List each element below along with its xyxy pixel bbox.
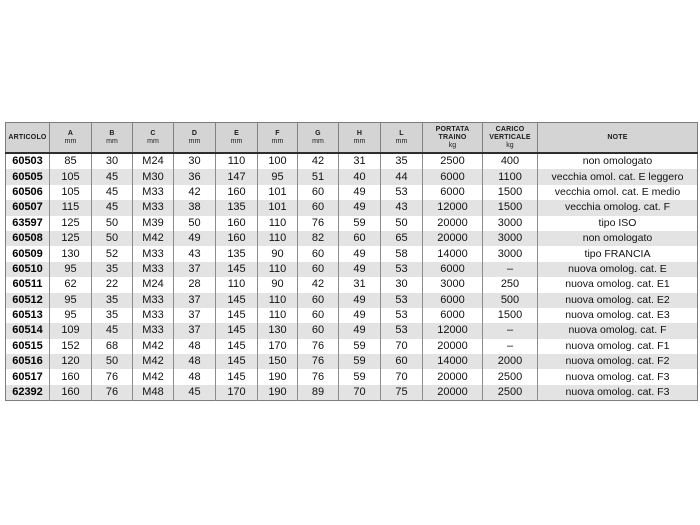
value-cell: 6000 <box>423 185 483 200</box>
value-cell: M33 <box>133 246 174 261</box>
value-cell: 130 <box>50 246 92 261</box>
value-cell: 45 <box>174 385 216 401</box>
article-cell: 63597 <box>12 216 43 229</box>
value-cell: 190 <box>258 369 298 384</box>
value-cell: M48 <box>133 385 174 401</box>
value-cell: M24 <box>133 277 174 292</box>
value-cell: 31 <box>339 153 381 169</box>
value-cell: 14000 <box>423 354 483 369</box>
value-cell: 160 <box>216 216 258 231</box>
table-row <box>6 354 698 369</box>
value-cell: M33 <box>133 323 174 338</box>
value-cell: 20000 <box>423 216 483 231</box>
value-cell: 75 <box>381 385 423 401</box>
value-cell: 42 <box>174 185 216 200</box>
column-header-label: H <box>356 129 363 137</box>
value-cell: 145 <box>216 323 258 338</box>
value-cell: 1100 <box>483 169 538 184</box>
value-cell: 60 <box>298 185 339 200</box>
header-row <box>6 123 698 154</box>
value-cell: M33 <box>133 185 174 200</box>
value-cell: M33 <box>133 308 174 323</box>
value-cell: 115 <box>50 200 92 215</box>
value-cell: M30 <box>133 169 174 184</box>
value-cell: 70 <box>339 385 381 401</box>
value-cell: 89 <box>298 385 339 401</box>
column-header-e <box>216 123 258 154</box>
value-cell: 500 <box>483 293 538 308</box>
value-cell: 49 <box>339 262 381 277</box>
value-cell: 50 <box>174 216 216 231</box>
column-header-unit: kg <box>506 141 514 149</box>
value-cell: 53 <box>381 308 423 323</box>
value-cell: – <box>483 262 538 277</box>
value-cell: 1500 <box>483 200 538 215</box>
table-row <box>6 231 698 246</box>
value-cell: 20000 <box>423 339 483 354</box>
value-cell: 49 <box>339 293 381 308</box>
column-header-label: A <box>67 129 74 137</box>
value-cell: 2500 <box>483 369 538 384</box>
value-cell: 58 <box>381 246 423 261</box>
value-cell: 48 <box>174 354 216 369</box>
value-cell: 37 <box>174 293 216 308</box>
value-cell: 43 <box>174 246 216 261</box>
value-cell: 147 <box>216 169 258 184</box>
article-cell: 60513 <box>12 309 43 322</box>
value-cell: 31 <box>339 277 381 292</box>
note-cell: nuova omolog. cat. E3 <box>538 308 698 323</box>
value-cell: 40 <box>339 169 381 184</box>
column-header-unit: mm <box>106 137 118 145</box>
value-cell: 51 <box>298 169 339 184</box>
column-header-unit: mm <box>395 137 408 145</box>
value-cell: 3000 <box>483 246 538 261</box>
table-row <box>6 169 698 184</box>
note-cell: non omologato <box>538 231 698 246</box>
column-header-a <box>50 123 92 154</box>
column-header-portata-traino <box>423 123 483 154</box>
value-cell: 105 <box>50 185 92 200</box>
value-cell: M33 <box>133 200 174 215</box>
value-cell: 160 <box>50 385 92 401</box>
value-cell: 62 <box>50 277 92 292</box>
column-header-unit: mm <box>147 137 159 145</box>
table-row <box>6 246 698 261</box>
value-cell: 110 <box>258 308 298 323</box>
value-cell: 95 <box>50 308 92 323</box>
note-cell: nuova omolog. cat. E1 <box>538 277 698 292</box>
value-cell: 48 <box>174 339 216 354</box>
column-header-label: ARTICOLO <box>8 133 47 141</box>
value-cell: M33 <box>133 293 174 308</box>
value-cell: 145 <box>216 293 258 308</box>
value-cell: 49 <box>174 231 216 246</box>
value-cell: 110 <box>216 153 258 169</box>
value-cell: 125 <box>50 216 92 231</box>
value-cell: 42 <box>298 277 339 292</box>
value-cell: 160 <box>216 231 258 246</box>
column-header-d <box>174 123 216 154</box>
value-cell: 110 <box>258 216 298 231</box>
value-cell: 20000 <box>423 369 483 384</box>
article-cell: 60512 <box>6 293 50 308</box>
article-cell: 60516 <box>6 354 50 369</box>
article-cell: 60503 <box>12 155 43 168</box>
value-cell: 120 <box>50 354 92 369</box>
value-cell: 160 <box>50 369 92 384</box>
column-header-carico-verticale <box>483 123 538 154</box>
value-cell: 45 <box>92 200 133 215</box>
value-cell: 49 <box>339 246 381 261</box>
value-cell: 110 <box>258 231 298 246</box>
column-header-note <box>538 123 698 154</box>
value-cell: 105 <box>50 169 92 184</box>
value-cell: 152 <box>50 339 92 354</box>
value-cell: 3000 <box>423 277 483 292</box>
column-header-c <box>133 123 174 154</box>
value-cell: 82 <box>298 231 339 246</box>
table-row <box>6 385 698 401</box>
column-header-unit: mm <box>230 137 243 145</box>
article-cell: 60509 <box>12 247 43 260</box>
note-cell: tipo FRANCIA <box>538 246 698 261</box>
value-cell: 95 <box>258 169 298 184</box>
value-cell: 49 <box>339 323 381 338</box>
table-row <box>6 185 698 200</box>
note-cell: tipo ISO <box>538 216 698 231</box>
value-cell: 6000 <box>423 262 483 277</box>
value-cell: 49 <box>339 200 381 215</box>
value-cell: 3000 <box>483 216 538 231</box>
note-cell: vecchia omolog. cat. F <box>538 200 698 215</box>
value-cell: M33 <box>133 262 174 277</box>
column-header-unit: mm <box>312 137 324 145</box>
value-cell: 3000 <box>483 231 538 246</box>
value-cell: 37 <box>174 323 216 338</box>
value-cell: M24 <box>133 153 174 169</box>
article-cell: 60510 <box>6 262 50 277</box>
note-cell: nuova omolog. cat. F2 <box>538 354 698 369</box>
article-cell: 60511 <box>12 278 43 291</box>
value-cell: 101 <box>258 185 298 200</box>
note-cell: nuova omolog. cat. F3 <box>538 369 698 384</box>
value-cell: 145 <box>216 354 258 369</box>
value-cell: 1500 <box>483 185 538 200</box>
column-header-label: VERTICALE <box>489 133 531 141</box>
value-cell: 20000 <box>423 385 483 401</box>
table-row <box>6 200 698 215</box>
column-header-label: TRAINO <box>438 133 467 141</box>
table-row <box>6 323 698 338</box>
value-cell: 130 <box>258 323 298 338</box>
value-cell: 90 <box>258 277 298 292</box>
note-cell: nuova omolog. cat. F1 <box>538 339 698 354</box>
column-header-label: NOTE <box>607 133 628 141</box>
value-cell: 59 <box>339 339 381 354</box>
value-cell: 110 <box>216 277 258 292</box>
value-cell: 110 <box>258 262 298 277</box>
value-cell: 60 <box>381 354 423 369</box>
value-cell: 60 <box>298 323 339 338</box>
value-cell: 35 <box>92 293 133 308</box>
value-cell: 53 <box>381 323 423 338</box>
column-header-articolo <box>6 123 50 154</box>
note-cell: nuova omolog. cat. F3 <box>538 385 698 401</box>
value-cell: 145 <box>216 369 258 384</box>
value-cell: 14000 <box>423 246 483 261</box>
value-cell: M42 <box>133 231 174 246</box>
value-cell: 76 <box>298 339 339 354</box>
value-cell: 12000 <box>423 200 483 215</box>
value-cell: 12000 <box>423 323 483 338</box>
table-header <box>6 123 698 154</box>
column-header-b <box>92 123 133 154</box>
note-cell: vecchia omol. cat. E leggero <box>538 169 698 184</box>
value-cell: 145 <box>216 262 258 277</box>
value-cell: 59 <box>339 369 381 384</box>
note-cell: non omologato <box>538 153 698 169</box>
value-cell: 160 <box>216 185 258 200</box>
value-cell: 70 <box>381 339 423 354</box>
value-cell: 135 <box>216 246 258 261</box>
value-cell: 49 <box>339 185 381 200</box>
value-cell: 43 <box>381 200 423 215</box>
article-cell: 60506 <box>12 185 43 198</box>
value-cell: 35 <box>92 262 133 277</box>
note-cell: nuova omolog. cat. F <box>538 323 698 338</box>
value-cell: 49 <box>339 308 381 323</box>
value-cell: 30 <box>381 277 423 292</box>
value-cell: 250 <box>483 277 538 292</box>
table-row <box>6 308 698 323</box>
value-cell: 50 <box>92 231 133 246</box>
value-cell: 35 <box>92 308 133 323</box>
value-cell: M42 <box>133 354 174 369</box>
column-header-label: D <box>191 129 198 137</box>
value-cell: 125 <box>50 231 92 246</box>
specs-table <box>5 122 698 401</box>
table-row <box>6 339 698 354</box>
note-cell: nuova omolog. cat. E <box>538 262 698 277</box>
column-header-unit: mm <box>271 137 284 145</box>
article-cell: 60515 <box>12 339 43 352</box>
column-header-l <box>381 123 423 154</box>
value-cell: 145 <box>216 308 258 323</box>
value-cell: 53 <box>381 262 423 277</box>
value-cell: 45 <box>92 169 133 184</box>
value-cell: 100 <box>258 153 298 169</box>
value-cell: 76 <box>298 369 339 384</box>
column-header-label: F <box>275 129 280 137</box>
value-cell: 76 <box>298 216 339 231</box>
column-header-unit: kg <box>448 141 457 149</box>
value-cell: 2500 <box>423 153 483 169</box>
article-cell: 62392 <box>6 385 50 401</box>
value-cell: 45 <box>92 323 133 338</box>
value-cell: 60 <box>298 308 339 323</box>
value-cell: 85 <box>50 153 92 169</box>
value-cell: 60 <box>298 246 339 261</box>
value-cell: M42 <box>133 369 174 384</box>
value-cell: 76 <box>92 385 133 401</box>
article-cell: 60505 <box>6 169 50 184</box>
value-cell: 20000 <box>423 231 483 246</box>
table-row <box>6 293 698 308</box>
table-row <box>6 369 698 384</box>
value-cell: 59 <box>339 216 381 231</box>
value-cell: 60 <box>339 231 381 246</box>
value-cell: 1500 <box>483 308 538 323</box>
value-cell: 28 <box>174 277 216 292</box>
value-cell: M42 <box>133 339 174 354</box>
article-cell: 60517 <box>12 370 43 383</box>
note-cell: vecchia omol. cat. E medio <box>538 185 698 200</box>
value-cell: 150 <box>258 354 298 369</box>
column-header-g <box>298 123 339 154</box>
column-header-label: CARICO <box>495 125 525 133</box>
value-cell: 53 <box>381 185 423 200</box>
value-cell: 2000 <box>483 354 538 369</box>
column-header-label: L <box>399 129 404 137</box>
value-cell: 135 <box>216 200 258 215</box>
specs-table-container <box>5 122 697 401</box>
value-cell: 22 <box>92 277 133 292</box>
column-header-label: C <box>150 129 156 137</box>
column-header-unit: mm <box>188 137 201 145</box>
table-row <box>6 262 698 277</box>
value-cell: 42 <box>298 153 339 169</box>
value-cell: 30 <box>92 153 133 169</box>
column-header-label: PORTATA <box>435 125 470 133</box>
value-cell: 6000 <box>423 308 483 323</box>
value-cell: 76 <box>92 369 133 384</box>
value-cell: 110 <box>258 293 298 308</box>
value-cell: 68 <box>92 339 133 354</box>
value-cell: 170 <box>216 385 258 401</box>
column-header-label: B <box>109 129 115 137</box>
note-cell: nuova omolog. cat. E2 <box>538 293 698 308</box>
value-cell: M39 <box>133 216 174 231</box>
value-cell: 38 <box>174 200 216 215</box>
column-header-label: G <box>315 129 321 137</box>
column-header-label: E <box>234 129 239 137</box>
value-cell: 60 <box>298 200 339 215</box>
column-header-h <box>339 123 381 154</box>
value-cell: 70 <box>381 369 423 384</box>
column-header-f <box>258 123 298 154</box>
value-cell: 37 <box>174 262 216 277</box>
value-cell: 50 <box>381 216 423 231</box>
value-cell: 45 <box>92 185 133 200</box>
value-cell: 37 <box>174 308 216 323</box>
value-cell: 145 <box>216 339 258 354</box>
value-cell: 50 <box>92 354 133 369</box>
article-cell: 60508 <box>6 231 50 246</box>
value-cell: 65 <box>381 231 423 246</box>
value-cell: 109 <box>50 323 92 338</box>
table-row <box>6 277 698 292</box>
table-row <box>6 153 698 169</box>
value-cell: 2500 <box>483 385 538 401</box>
value-cell: 101 <box>258 200 298 215</box>
column-header-unit: mm <box>64 137 77 145</box>
value-cell: 170 <box>258 339 298 354</box>
article-cell: 60514 <box>6 323 50 338</box>
value-cell: 50 <box>92 216 133 231</box>
value-cell: 60 <box>298 262 339 277</box>
value-cell: 400 <box>483 153 538 169</box>
value-cell: 6000 <box>423 293 483 308</box>
value-cell: 48 <box>174 369 216 384</box>
value-cell: 30 <box>174 153 216 169</box>
value-cell: 36 <box>174 169 216 184</box>
value-cell: 60 <box>298 293 339 308</box>
value-cell: 59 <box>339 354 381 369</box>
value-cell: 35 <box>381 153 423 169</box>
value-cell: 53 <box>381 293 423 308</box>
value-cell: 95 <box>50 293 92 308</box>
table-row <box>6 216 698 231</box>
value-cell: – <box>483 323 538 338</box>
column-header-unit: mm <box>353 137 366 145</box>
value-cell: 190 <box>258 385 298 401</box>
value-cell: – <box>483 339 538 354</box>
table-body <box>6 153 698 401</box>
value-cell: 6000 <box>423 169 483 184</box>
value-cell: 76 <box>298 354 339 369</box>
value-cell: 44 <box>381 169 423 184</box>
article-cell: 60507 <box>6 200 50 215</box>
value-cell: 90 <box>258 246 298 261</box>
value-cell: 95 <box>50 262 92 277</box>
value-cell: 52 <box>92 246 133 261</box>
